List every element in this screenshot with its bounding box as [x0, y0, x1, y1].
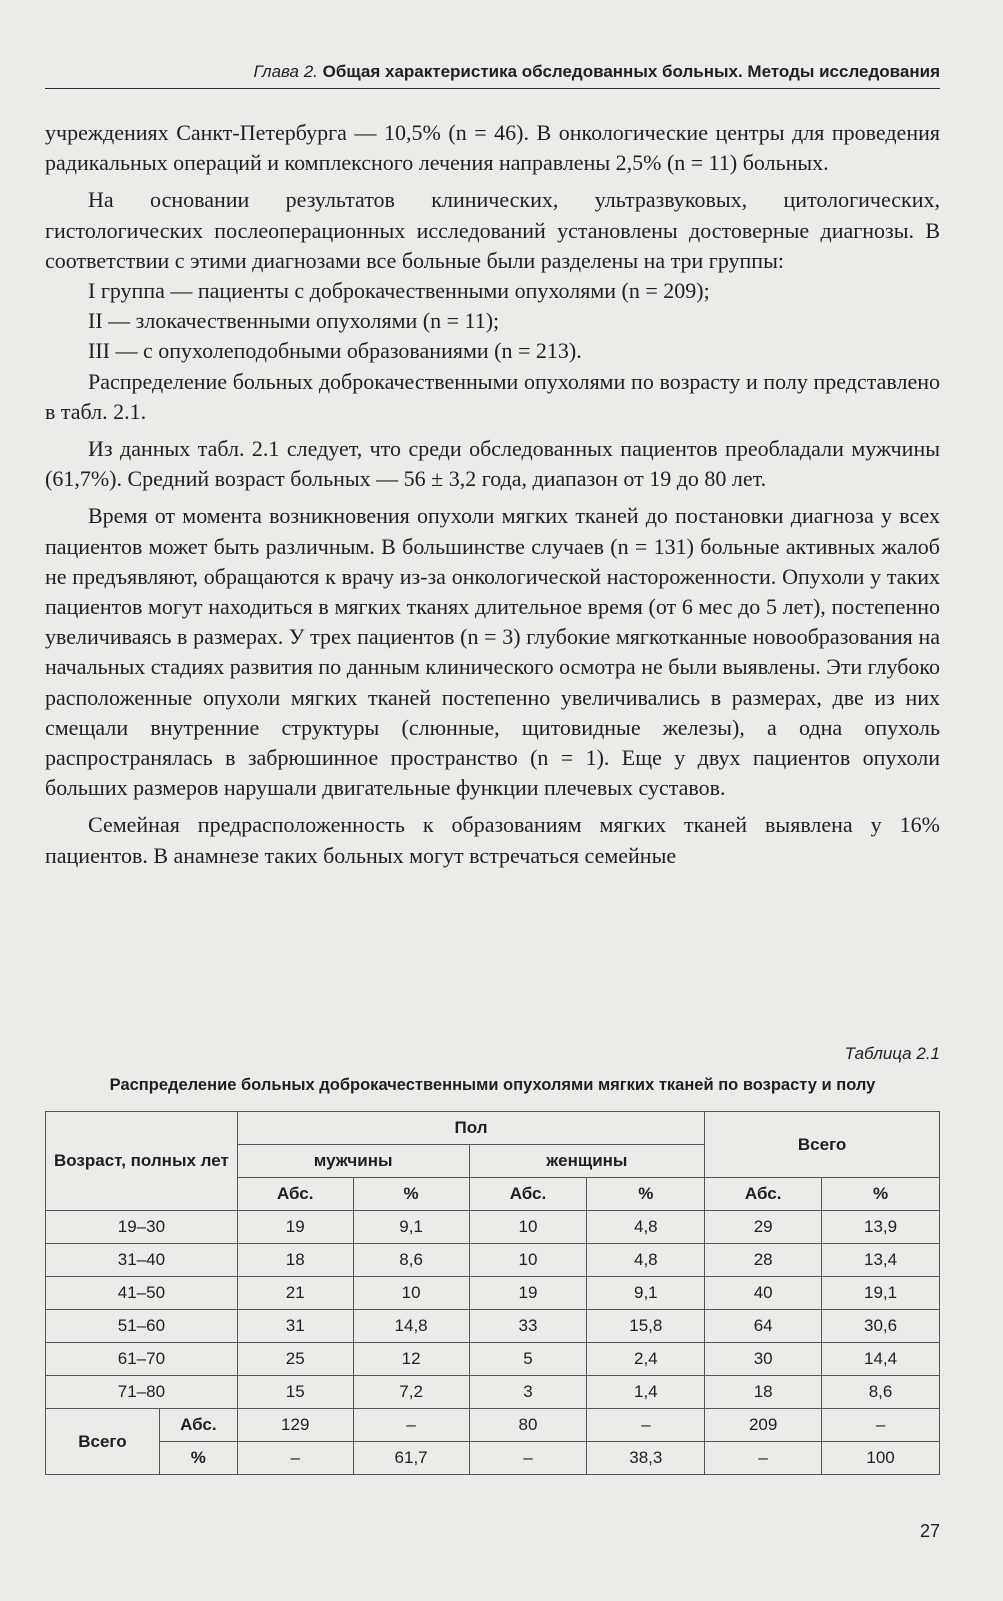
table-row [46, 1244, 940, 1277]
total-row-abs [46, 1409, 940, 1442]
header-pct: % [587, 1178, 705, 1211]
table-cell: – [469, 1442, 587, 1475]
table-cell: 129 [237, 1409, 353, 1442]
table-cell: 18 [705, 1376, 822, 1409]
table-cell: 29 [705, 1211, 822, 1244]
table-cell: 28 [705, 1244, 822, 1277]
table-cell: 31 [237, 1310, 353, 1343]
table-cell: 15,8 [587, 1310, 705, 1343]
table-cell: 7,2 [353, 1376, 469, 1409]
table-cell: 61,7 [353, 1442, 469, 1475]
table-cell: 2,4 [587, 1343, 705, 1376]
table-cell: 30,6 [822, 1310, 940, 1343]
paragraph: Время от момента возникновения опухоли мягких тканей до постановки диагноза у всех пациентов может быть различным. В большинстве случаев (n = 131) больные активных жалоб не предъявляют, обращаются к врачу из-за онкологической настороженности. Опухоли у таких пациентов могут находиться в мягких тканях длительное время (от 6 мес до 5 лет), постепенно увеличиваясь в размерах. У трех пациентов (n = 3) глубокие мягкотканные новообразования на начальных стадиях развития по данным клинического осмотра не были выявлены. Эти глубоко расположенные опухоли мягких тканей постепенно увеличивались в размерах, две из них смещали внутренние структуры (слюнные, щитовидные железы), а одна опухоль распространялась в забрюшинное пространство (n = 1). Еще у двух пациентов опухоли больших размеров нарушали двигательные функции плечевых суставов. [45, 503, 940, 801]
header-women: женщины [469, 1145, 705, 1178]
total-row-pct [46, 1442, 940, 1475]
paragraph: Семейная предрасположенность к образованиям мягких тканей выявлена у 16% пациентов. В анамнезе таких больных могут встречаться семейные [45, 812, 940, 868]
paragraph: учреждениях Санкт-Петербурга — 10,5% (n = 46). В онкологические центры для проведения радикальных операций и комплексного лечения направлены 2,5% (n = 11) больных. [45, 120, 940, 176]
body-text [45, 118, 940, 871]
age-cell: 61–70 [46, 1343, 238, 1376]
table-cell: 19,1 [822, 1277, 940, 1310]
header-abs: Абс. [237, 1178, 353, 1211]
table-cell: 10 [353, 1277, 469, 1310]
table-cell: 40 [705, 1277, 822, 1310]
running-header [45, 62, 940, 89]
table-cell: – [822, 1409, 940, 1442]
table-cell: 209 [705, 1409, 822, 1442]
paragraph: На основании результатов клинических, ультразвуковых, цитологических, гистологических послеоперационных исследований установлены достоверные диагнозы. В соответствии с этими диагнозами все больные были разделены на три группы: [45, 187, 940, 273]
paragraph: Из данных табл. 2.1 следует, что среди обследованных пациентов преобладали мужчины (61,7%). Средний возраст больных — 56 ± 3,2 года, диапазон от 19 до 80 лет. [45, 436, 940, 492]
table-row [46, 1376, 940, 1409]
table-row [46, 1310, 940, 1343]
age-cell: 51–60 [46, 1310, 238, 1343]
table-cell: 21 [237, 1277, 353, 1310]
table-cell: 8,6 [822, 1376, 940, 1409]
total-abs-label: Абс. [159, 1409, 237, 1442]
header-sex: Пол [237, 1112, 704, 1145]
table-cell: 30 [705, 1343, 822, 1376]
table-cell: 9,1 [353, 1211, 469, 1244]
table-cell: – [705, 1442, 822, 1475]
age-cell: 19–30 [46, 1211, 238, 1244]
table-cell: 18 [237, 1244, 353, 1277]
total-label: Всего [46, 1409, 160, 1475]
group-item: II — злокачественными опухолями (n = 11); [88, 308, 500, 334]
table-cell: 80 [469, 1409, 587, 1442]
table-cell: 38,3 [587, 1442, 705, 1475]
group-item: III — с опухолеподобными образованиями (n = 213). [88, 338, 582, 364]
table-cell: 13,9 [822, 1211, 940, 1244]
table-cell: 9,1 [587, 1277, 705, 1310]
table-cell: 4,8 [587, 1244, 705, 1277]
age-cell: 41–50 [46, 1277, 238, 1310]
table-cell: 19 [469, 1277, 587, 1310]
group-item: I группа — пациенты с доброкачественными опухолями (n = 209); [88, 278, 710, 304]
table-cell: 12 [353, 1343, 469, 1376]
table-cell: 25 [237, 1343, 353, 1376]
table-cell: 1,4 [587, 1376, 705, 1409]
table-cell: – [237, 1442, 353, 1475]
age-cell: 31–40 [46, 1244, 238, 1277]
table-cell: 14,8 [353, 1310, 469, 1343]
page-number: 27 [919, 1521, 940, 1541]
table-cell: 33 [469, 1310, 587, 1343]
table-row [46, 1277, 940, 1310]
table-cell: 10 [469, 1244, 587, 1277]
paragraph: Распределение больных доброкачественными опухолями по возрасту и полу представлено в табл. 2.1. [45, 368, 940, 424]
header-age: Возраст, полных лет [46, 1112, 238, 1211]
header-pct: % [822, 1178, 940, 1211]
table-row [46, 1211, 940, 1244]
header-total: Всего [705, 1112, 940, 1178]
table-cell: 19 [237, 1211, 353, 1244]
table-cell: 64 [705, 1310, 822, 1343]
table-cell: 100 [822, 1442, 940, 1475]
age-cell: 71–80 [46, 1376, 238, 1409]
header-abs: Абс. [469, 1178, 587, 1211]
total-pct-label: % [159, 1442, 237, 1475]
table-caption: Распределение больных доброкачественными опухолями мягких тканей по возрасту и полу [109, 1076, 876, 1094]
table-cell: 5 [469, 1343, 587, 1376]
header-pct: % [353, 1178, 469, 1211]
header-men: мужчины [237, 1145, 469, 1178]
table-cell: 8,6 [353, 1244, 469, 1277]
table-cell: 10 [469, 1211, 587, 1244]
table-cell: 3 [469, 1376, 587, 1409]
table-cell: 4,8 [587, 1211, 705, 1244]
data-table [45, 1111, 940, 1475]
table-cell: 15 [237, 1376, 353, 1409]
table-cell: 13,4 [822, 1244, 940, 1277]
table-cell: – [587, 1409, 705, 1442]
table-cell: – [353, 1409, 469, 1442]
chapter-label: Глава 2. [253, 62, 318, 81]
chapter-title: Общая характеристика обследованных больных. Методы исследования [322, 62, 940, 81]
table-row [46, 1343, 940, 1376]
table-cell: 14,4 [822, 1343, 940, 1376]
header-abs: Абс. [705, 1178, 822, 1211]
table-number: Таблица 2.1 [844, 1044, 940, 1063]
